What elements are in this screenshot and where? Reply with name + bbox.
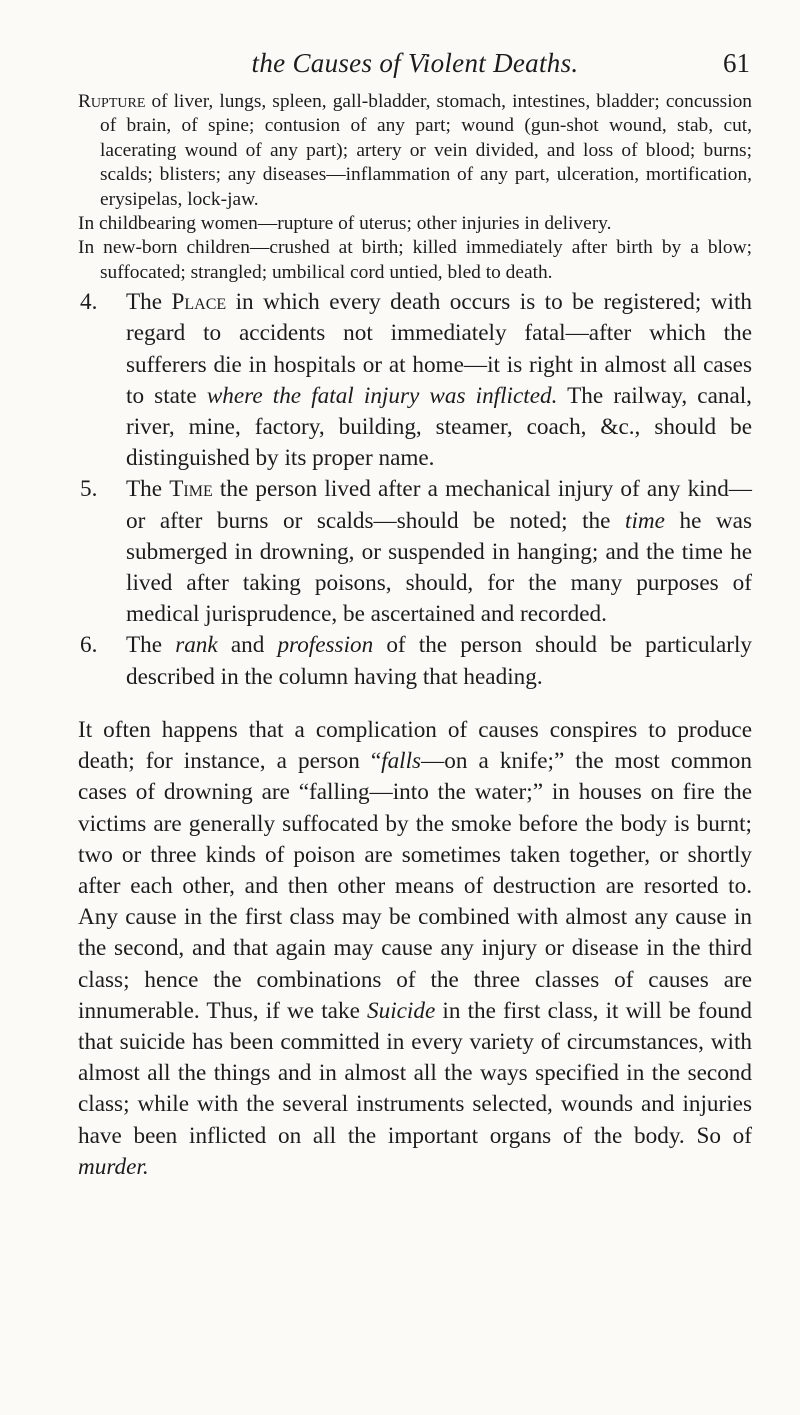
injury-text: of liver, lungs, spleen, gall-bladder, stomach, intestines, bladder; concussion of brain, of spine; contusion of any part; wound (gun-shot wound, stab, cut, lacerating wound of any part); artery or vein divided, and loss of blood; burns; scalds; blisters; any diseases—inflammation of any part, ulceration, mortification, erysipelas, lock-jaw. [100,91,752,210]
page-header [78,0,752,90]
rule-emphasis: where the fatal injury was inflicted. [206,382,558,409]
rule-text: in which every death occurs is to be registered; with regard to accidents not immediately fatal—after which the sufferers die in hospitals or at home—it is right in almost all cases to state [126,289,752,409]
injury-paragraph [78,90,752,212]
rule-keyword: Time [169,476,213,503]
rule-text: The [126,289,172,316]
rule-emphasis: profession [277,632,374,659]
rule-number: 5. [80,476,98,503]
paragraph-emphasis: murder. [78,1153,149,1180]
rule-emphasis: time [625,507,665,534]
paragraph-emphasis: Suicide [367,997,436,1024]
injury-list [78,90,752,285]
rule-text: the person lived after a mechanical injury of any kind—or after burns or scalds—should be noted; the [126,476,752,534]
paragraph-text: in the first class, it will be found that suicide has been committed in every variety of circumstances, with almost all the things and in almost all the ways specified in the second class; while with the several instruments selected, wounds and injuries have been inflicted on all the important organs of the body. So of [78,997,752,1149]
running-title: the Causes of Violent Deaths. [251,48,579,78]
rule-item [78,287,752,474]
rule-keyword: Place [171,289,227,316]
rule-item [78,474,752,630]
paragraph-emphasis: falls [381,748,422,775]
paragraph-text: —on a knife;” the most common cases of drowning are “falling—into the water;” in houses on fire the victims are generally suffocated by the smoke before the body is burnt; two or three kinds of poison are sometimes taken together, or shortly after each other, and then other means of destruction are resorted to. Any cause in the first class may be combined with almost any cause in the second, and that again may cause any injury or disease in the third class; hence the combinations of the three classes of causes are innumerable. Thus, if we take [78,748,752,1024]
rule-text: The railway, canal, river, mine, factory, building, steamer, coach, &c., should be distinguished by its proper name. [126,382,752,472]
page-number: 61 [723,48,750,78]
rule-text: of the person should be particularly described in the column having that heading. [126,632,752,690]
rule-emphasis: rank [175,632,218,659]
rule-text: The [126,632,176,659]
newborn-paragraph: In new-born children—crushed at birth; killed immediately after birth by a blow; suffocated; strangled; umbilical cord untied, bled to death. [78,237,752,283]
rule-item [78,630,752,692]
numbered-rules [78,287,752,693]
rule-text: The [126,476,170,503]
lead-word: Rupture [78,91,146,112]
paragraph-text: It often happens that a complication of causes conspires to produce death; for instance, a person “ [78,716,752,775]
childbearing-paragraph: In childbearing women—rupture of uterus; other injuries in delivery. [78,213,612,235]
rule-text: he was submerged in drowning, or suspended in hanging; and the time he lived after taking poisons, should, for the many purposes of medical jurisprudence, be ascertained and recorded. [126,507,752,628]
rule-number: 4. [80,289,98,316]
body-paragraph [78,715,752,1183]
rule-number: 6. [80,632,98,659]
rule-text: and [217,632,278,659]
